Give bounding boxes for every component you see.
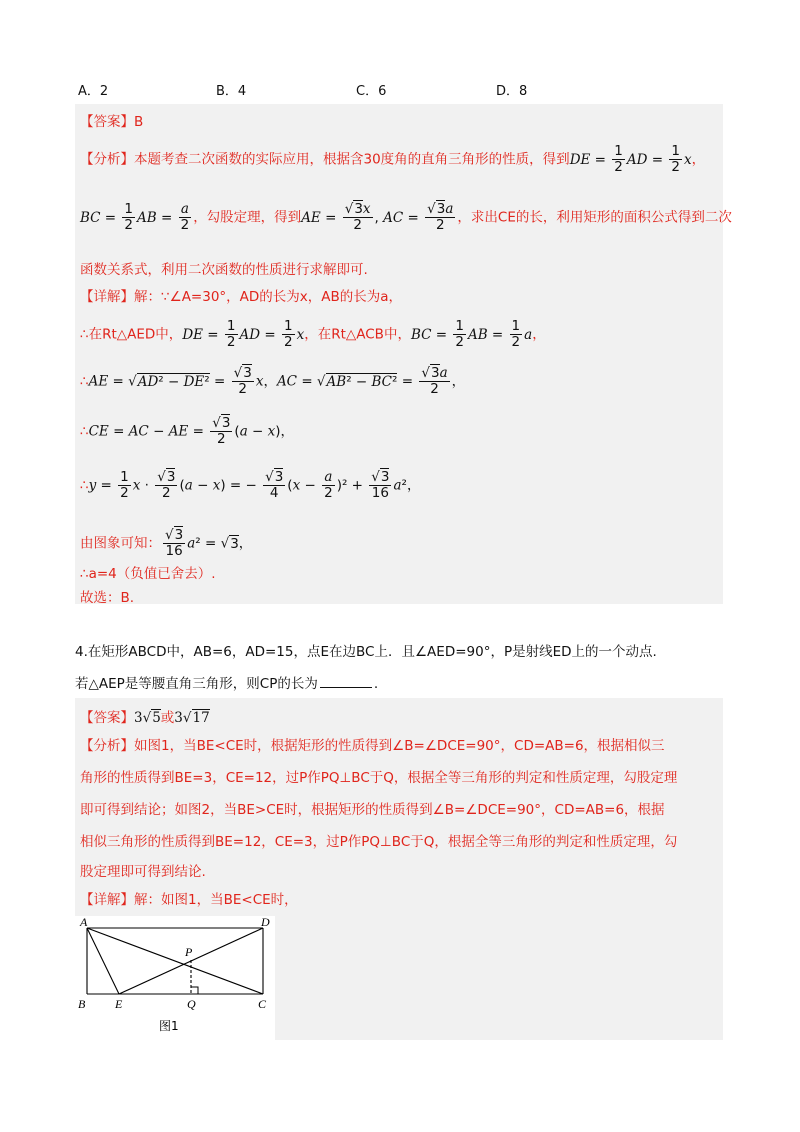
detail-line-1: 【详解】解：∵∠A=30°，AD的长为x，AB的长为a， (80, 289, 403, 305)
answer-blank (320, 687, 372, 688)
q4-analysis-line-3: 即可得到结论；如图2，当BE>CE时，根据矩形的性质得到∠B=∠DCE=90°，CD=AB=6，根据 (80, 802, 665, 818)
answer-value: B (134, 114, 144, 130)
label-c: C (258, 997, 267, 1011)
q4-detail-line-1: 【详解】解：如图1，当BE<CE时， (80, 892, 298, 908)
detail-line-8: 故选：B. (80, 590, 135, 606)
analysis-line-1: 【分析】本题考查二次函数的实际应用，根据含30度角的直角三角形的性质，得到DE = $\frac{1}{2}$ AD = $\frac{1}{2}$ x， (80, 143, 706, 175)
detail-line-7: ∴a=4（负值已舍去）. (80, 566, 216, 582)
label-d: D (261, 916, 270, 929)
q4-analysis-line-4: 相似三角形的性质得到BE=12，CE=3，过P作PQ⊥BC于Q，根据全等三角形的判定和性质定理，勾 (80, 834, 678, 850)
detail-line-2: ∴在Rt△AED中，DE = $\frac{1}{2}$ AD = $\frac{1}{2}$ x，在Rt△ACB中，BC = $\frac{1}{2}$ AB = $\frac{1}{2}$ a， (80, 318, 546, 350)
analysis-label: 【分析】 (80, 151, 134, 168)
option-c: C．6 (356, 84, 387, 99)
option-d: D．8 (496, 84, 528, 99)
detail-line-3: ∴AE = √AD² − DE² = $\frac{√3}{2}$ x，AC = √AB² − BC² = $\frac{√3a}{2}$ ， (80, 365, 466, 397)
q4-stem-line-2: 若△AEP是等腰直角三角形，则CP的长为 . (75, 676, 379, 692)
answer-line (80, 110, 143, 130)
answer-label: 【答案】 (80, 114, 134, 130)
figure-1 (75, 916, 275, 1040)
q4-stem-line-1: 4.在矩形ABCD中，AB=6，AD=15，点E在边BC上．且∠AED=90°，P是射线ED上的一个动点. (75, 644, 657, 660)
label-q: Q (187, 997, 196, 1011)
q4-answer-line: 【答案】3√5或3√17 (80, 710, 210, 726)
option-a: A．2 (78, 84, 109, 99)
label-a: A (80, 916, 88, 929)
detail-line-5: ∴y = $\frac{1}{2}$ x · $\frac{√3}{2}$ (a − x) = − $\frac{√3}{4}$ (x − $\frac{a}{2}$ )² + $\frac{√3}{16}$ a²， (80, 469, 421, 501)
figure-caption: 图1 (159, 1019, 179, 1033)
detail-line-6: 由图象可知： $\frac{√3}{16}$ a² = √3， (80, 527, 253, 559)
q4-analysis-line-2: 角形的性质得到BE=3，CE=12，过P作PQ⊥BC于Q，根据全等三角形的判定和性质定理，勾股定理 (80, 770, 678, 786)
detail-label: 【详解】 (80, 289, 134, 305)
label-p: P (185, 945, 193, 959)
q4-analysis-line-5: 股定理即可得到结论. (80, 864, 206, 880)
q4-solution-panel (75, 698, 723, 1040)
label-e: E (115, 997, 123, 1011)
option-b: B．4 (216, 84, 247, 99)
q3-solution-panel (75, 104, 732, 606)
analysis-line-2: BC = $\frac{1}{2}$ AB = $\frac{a}{2}$ ，勾股定理，得到AE = $\frac{√3x}{2}$ , AC = $\frac{√3a}{2}$ ，求出CE的长，利用矩形的面积公式得到二次 (80, 201, 732, 233)
detail-line-4: ∴CE = AC − AE = $\frac{√3}{2}$ (a − x)， (80, 415, 295, 447)
label-b: B (78, 997, 86, 1011)
q4-analysis-line-1: 【分析】如图1，当BE<CE时，根据矩形的性质得到∠B=∠DCE=90°，CD=AB=6，根据相似三 (80, 738, 665, 754)
analysis-line-3: 函数关系式，利用二次函数的性质进行求解即可. (80, 262, 368, 278)
